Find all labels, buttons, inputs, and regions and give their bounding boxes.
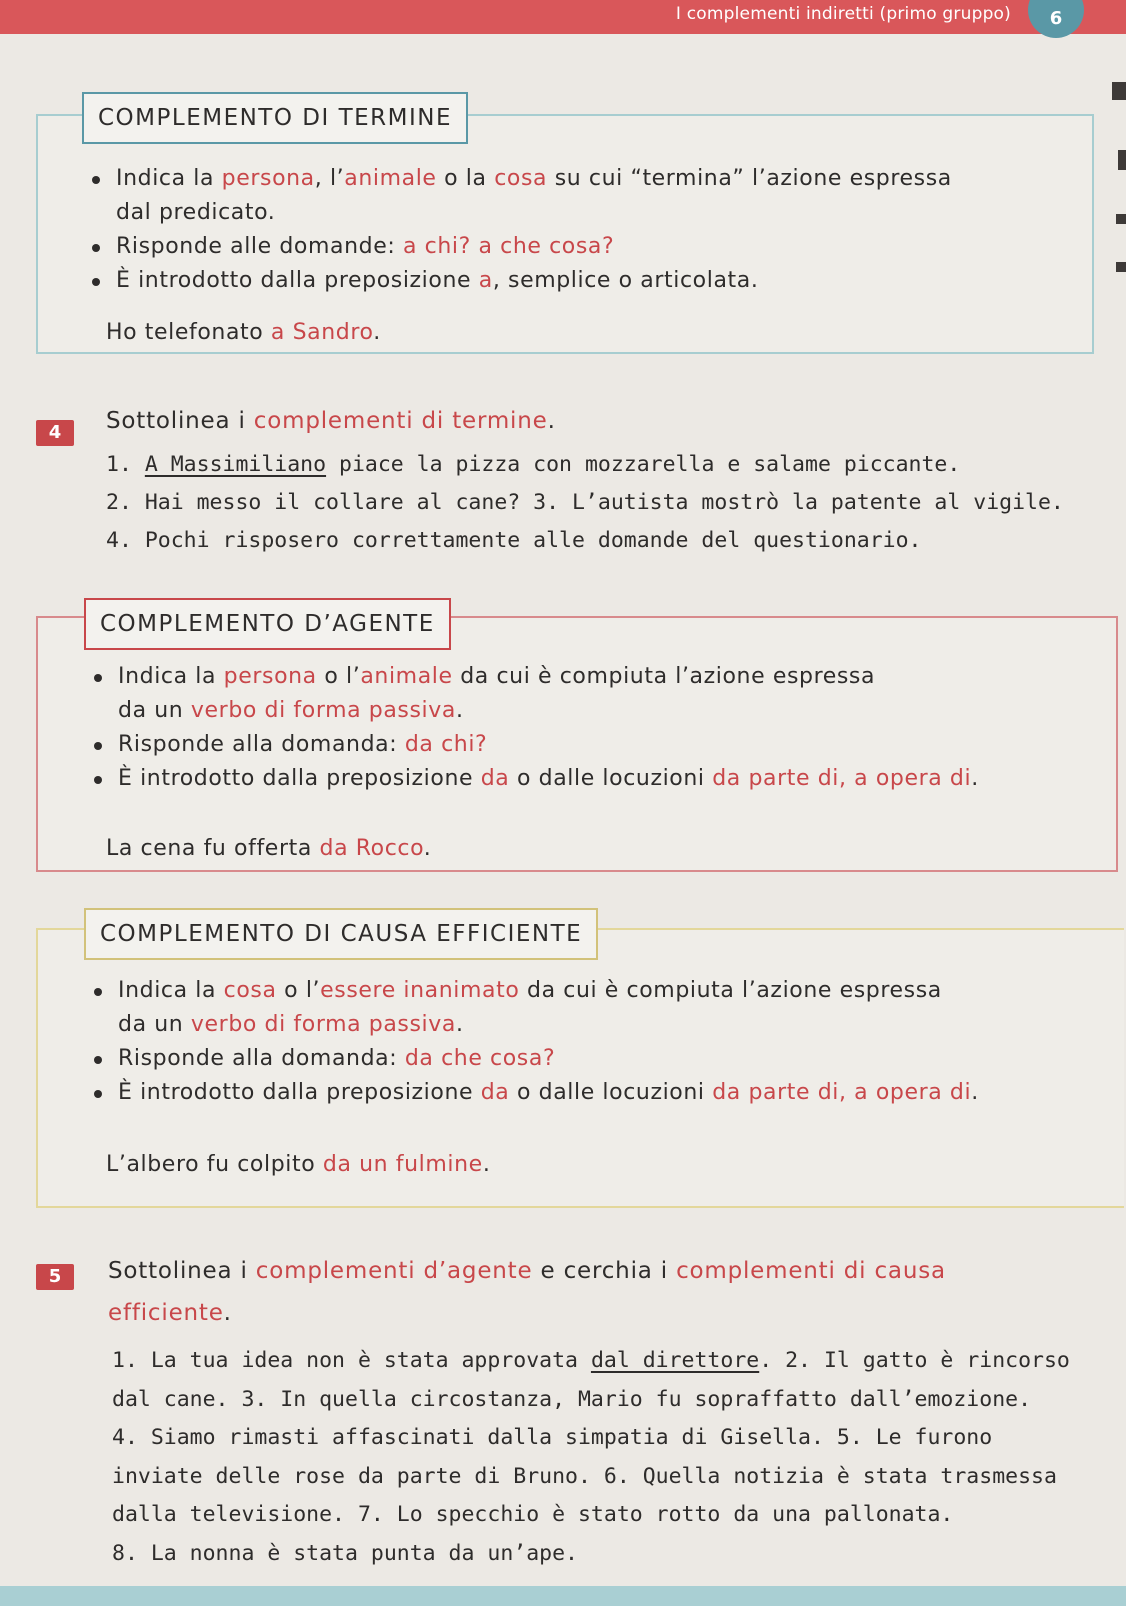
bullet-item: Indica la cosa o l’essere inanimato da cui è compiuta l’azione espressa da un verbo di forma passiva. bbox=[100, 974, 1100, 1042]
termine-example: Ho telefonato a Sandro. bbox=[106, 320, 381, 345]
chapter-title: I complementi indiretti (primo gruppo) bbox=[675, 4, 1011, 24]
edge-mark bbox=[1112, 82, 1126, 100]
exercise-line: 1. La tua idea non è stata approvata dal direttore. 2. Il gatto è rincorso bbox=[112, 1348, 1070, 1373]
agente-title: COMPLEMENTO D’AGENTE bbox=[84, 598, 451, 650]
exercise-line: inviate delle rose da parte di Bruno. 6. Quella notizia è stata trasmessa bbox=[112, 1463, 1057, 1489]
exercise-line: 4. Pochi risposero correttamente alle domande del questionario. bbox=[106, 528, 922, 553]
bullet-item: Indica la persona, l’animale o la cosa su cui “termina” l’azione espressa dal predicato. bbox=[98, 162, 1058, 230]
bullet-item: È introdotto dalla preposizione a, semplice o articolata. bbox=[98, 264, 1058, 298]
bullet-item: È introdotto dalla preposizione da o dalle locuzioni da parte di, a opera di. bbox=[100, 1076, 1100, 1110]
exercise-5-instruction: Sottolinea i complementi d’agente e cerchia i complementi di causa efficiente. bbox=[108, 1258, 946, 1326]
page-header bbox=[0, 0, 1126, 34]
exercise-line: 8. La nonna è stata punta da un’ape. bbox=[112, 1540, 578, 1566]
termine-bullets bbox=[98, 162, 1058, 298]
exercise-line: dalla televisione. 7. Lo specchio è stato rotto da una pallonata. bbox=[112, 1502, 954, 1527]
exercise-number: 4 bbox=[36, 420, 74, 446]
exercise-4-instruction: Sottolinea i complementi di termine. bbox=[106, 408, 556, 434]
underlined-answer: A Massimiliano bbox=[144, 452, 327, 477]
bullet-item: Risponde alla domanda: da chi? bbox=[100, 728, 1100, 762]
exercise-line: dal cane. 3. In quella circostanza, Mario fu sopraffatto dall’emozione. bbox=[112, 1386, 1032, 1412]
causa-title: COMPLEMENTO DI CAUSA EFFICIENTE bbox=[84, 908, 598, 960]
bullet-item: Risponde alla domanda: da che cosa? bbox=[100, 1042, 1100, 1076]
page-number-badge: 6 bbox=[1028, 0, 1084, 38]
causa-example: L’albero fu colpito da un fulmine. bbox=[106, 1152, 491, 1177]
bottom-strip bbox=[0, 1586, 1126, 1606]
exercise-number: 5 bbox=[36, 1264, 74, 1290]
edge-mark bbox=[1118, 150, 1126, 170]
exercise-line: 4. Siamo rimasti affascinati dalla simpatia di Gisella. 5. Le furono bbox=[112, 1425, 993, 1450]
exercise-line: 2. Hai messo il collare al cane? 3. L’autista mostrò la patente al vigile. bbox=[106, 490, 1064, 515]
bullet-item: È introdotto dalla preposizione da o dalle locuzioni da parte di, a opera di. bbox=[100, 762, 1100, 796]
exercise-5-body bbox=[112, 1342, 1070, 1573]
underlined-answer: dal direttore bbox=[590, 1348, 760, 1373]
bullet-item: Risponde alle domande: a chi? a che cosa? bbox=[98, 230, 1058, 264]
exercise-4-body bbox=[106, 446, 1064, 560]
termine-title: COMPLEMENTO DI TERMINE bbox=[82, 92, 468, 144]
agente-example: La cena fu offerta da Rocco. bbox=[106, 836, 432, 861]
causa-bullets bbox=[100, 974, 1100, 1110]
edge-mark bbox=[1116, 214, 1126, 224]
agente-bullets bbox=[100, 660, 1100, 796]
bullet-item: Indica la persona o l’animale da cui è compiuta l’azione espressa da un verbo di forma passiva. bbox=[100, 660, 1100, 728]
exercise-line: 1. A Massimiliano piace la pizza con mozzarella e salame piccante. bbox=[106, 452, 961, 477]
edge-mark bbox=[1116, 262, 1126, 272]
